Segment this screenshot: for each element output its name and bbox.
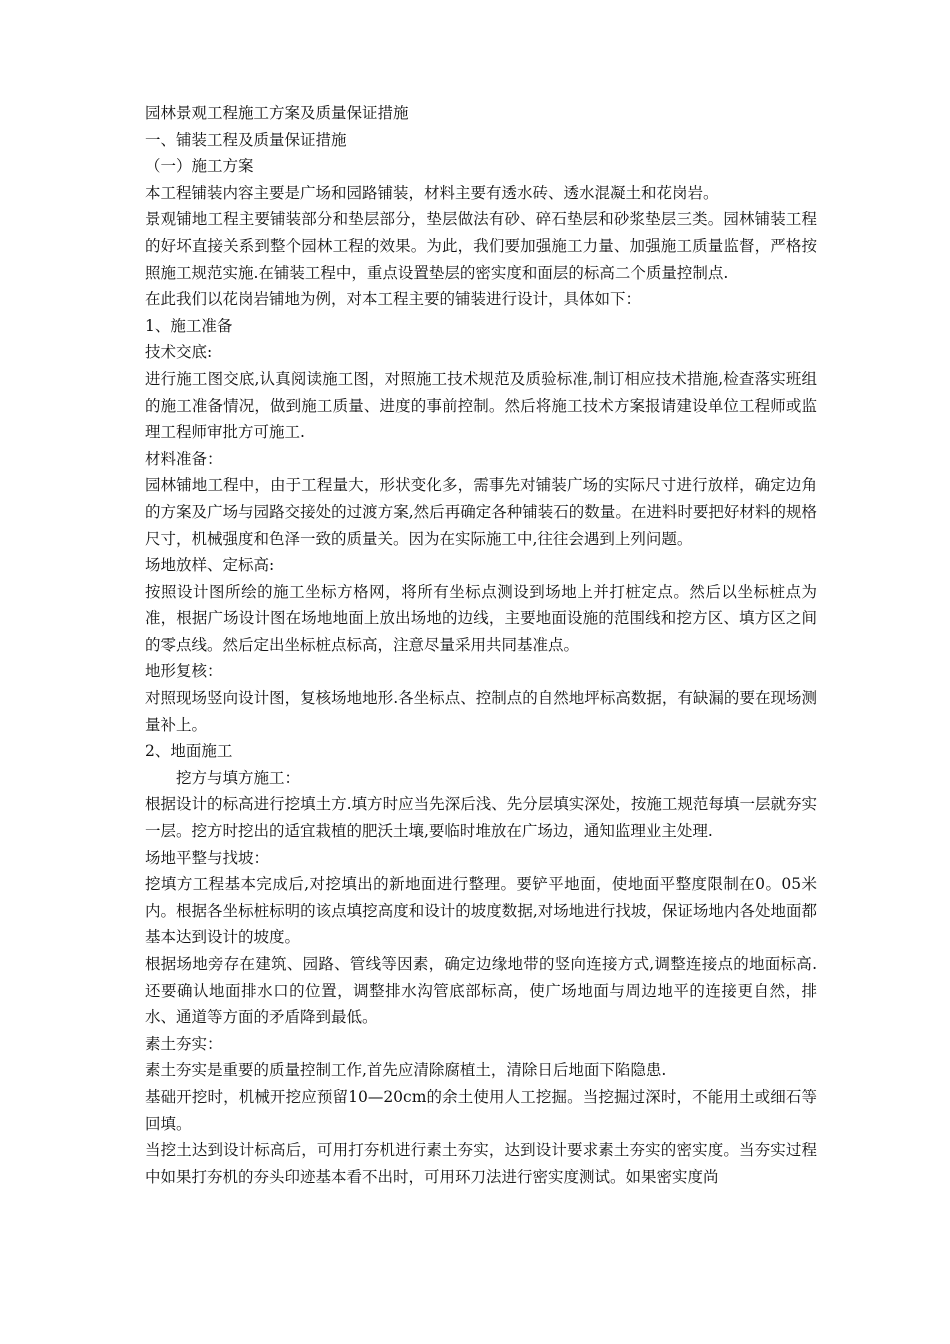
heading-material-preparation: 材料准备： [145, 449, 223, 468]
heading-terrain-check: 地形复核： [145, 662, 223, 681]
document-body [145, 100, 817, 1190]
paragraph-site-layout: 按照设计图所绘的施工坐标方格网，将所有坐标点测设到场地上并打桩定点。然后以坐标桩点为准，根据广场设计图在场地地面上放出场地的边线，主要地面设施的范围线和挖方区、填方区之间的零点线。然后定出坐标桩点标高，注意尽量采用共同基准点。 [145, 582, 817, 654]
paragraph-cut-and-fill: 根据设计的标高进行挖填土方.填方时应当先深后浅、先分层填实深处，按施工规范每填一层就夯实一层。挖方时挖出的适宜栽植的肥沃土壤,要临时堆放在广场边，通知监理业主处理. [145, 795, 817, 841]
heading-soil-compaction: 素土夯实： [145, 1034, 223, 1053]
paragraph-landscape: 景观铺地工程主要铺装部分和垫层部分，垫层做法有砂、碎石垫层和砂浆垫层三类。园林铺装工程的好坏直接关系到整个园林工程的效果。为此，我们要加强施工力量、加强施工质量监督，严格按照施工规范实施.在铺装工程中，重点设置垫层的密实度和面层的标高二个质量控制点. [145, 210, 817, 282]
paragraph-material-preparation: 园林铺地工程中，由于工程量大，形状变化多，需事先对铺装广场的实际尺寸进行放样，确定边角的方案及广场与园路交接处的过渡方案,然后再确定各种铺装石的数量。在进料时要把好材料的规格尺寸，机械强度和色泽一致的质量关。因为在实际施工中,往往会遇到上列问题。 [145, 476, 817, 548]
heading-technical-briefing: 技术交底: [145, 343, 213, 362]
section-heading-paving: 一、铺装工程及质量保证措施 [145, 130, 347, 149]
heading-site-layout: 场地放样、定标高: [145, 556, 275, 575]
paragraph-compaction-2: 基础开挖时，机械开挖应预留10—20cm的余土使用人工挖掘。当挖掘过深时，不能用土或细石等回填。 [145, 1087, 817, 1133]
heading-cut-and-fill: 挖方与填方施工： [176, 768, 301, 787]
heading-leveling: 场地平整与找坡： [145, 848, 270, 867]
heading-ground-construction: 2、地面施工 [145, 742, 233, 761]
paragraph-leveling: 挖填方工程基本完成后,对挖填出的新地面进行整理。要铲平地面，使地面平整度限制在0。05米内。根据各坐标桩标明的该点填挖高度和设计的坡度数据,对场地进行找坡，保证场地内各处地面都基本达到设计的坡度。 [145, 875, 817, 947]
document-title: 园林景观工程施工方案及质量保证措施 [145, 104, 409, 122]
heading-preparation: 1、施工准备 [145, 316, 233, 335]
subsection-heading-plan: （一）施工方案 [145, 157, 254, 176]
paragraph-technical-briefing: 进行施工图交底,认真阅读施工图，对照施工技术规范及质验标准,制订相应技术措施,检查落实班组的施工准备情况，做到施工质量、进度的事前控制。然后将施工技术方案报请建设单位工程师或监理工程师审批方可施工. [145, 369, 817, 442]
paragraph-scope: 本工程铺装内容主要是广场和园路铺装，材料主要有透水砖、透水混凝土和花岗岩。 [145, 183, 719, 202]
paragraph-compaction-3: 当挖土达到设计标高后，可用打夯机进行素土夯实，达到设计要求素土夯实的密实度。当夯实过程中如果打夯机的夯头印迹基本看不出时，可用环刀法进行密实度测试。如果密实度尚 [145, 1141, 817, 1186]
paragraph-compaction-1: 素土夯实是重要的质量控制工作,首先应清除腐植土，清除日后地面下陷隐患. [145, 1061, 667, 1080]
paragraph-edge-connection: 根据场地旁存在建筑、园路、管线等因素，确定边缘地带的竖向连接方式,调整连接点的地面标高.还要确认地面排水口的位置，调整排水沟管底部标高，使广场地面与周边地平的连接更自然，排水、通道等方面的矛盾降到最低。 [145, 955, 817, 1027]
paragraph-example: 在此我们以花岗岩铺地为例，对本工程主要的铺装进行设计，具体如下： [145, 290, 642, 309]
paragraph-terrain-check: 对照现场竖向设计图，复核场地地形.各坐标点、控制点的自然地坪标高数据，有缺漏的要在现场测量补上。 [145, 689, 817, 734]
